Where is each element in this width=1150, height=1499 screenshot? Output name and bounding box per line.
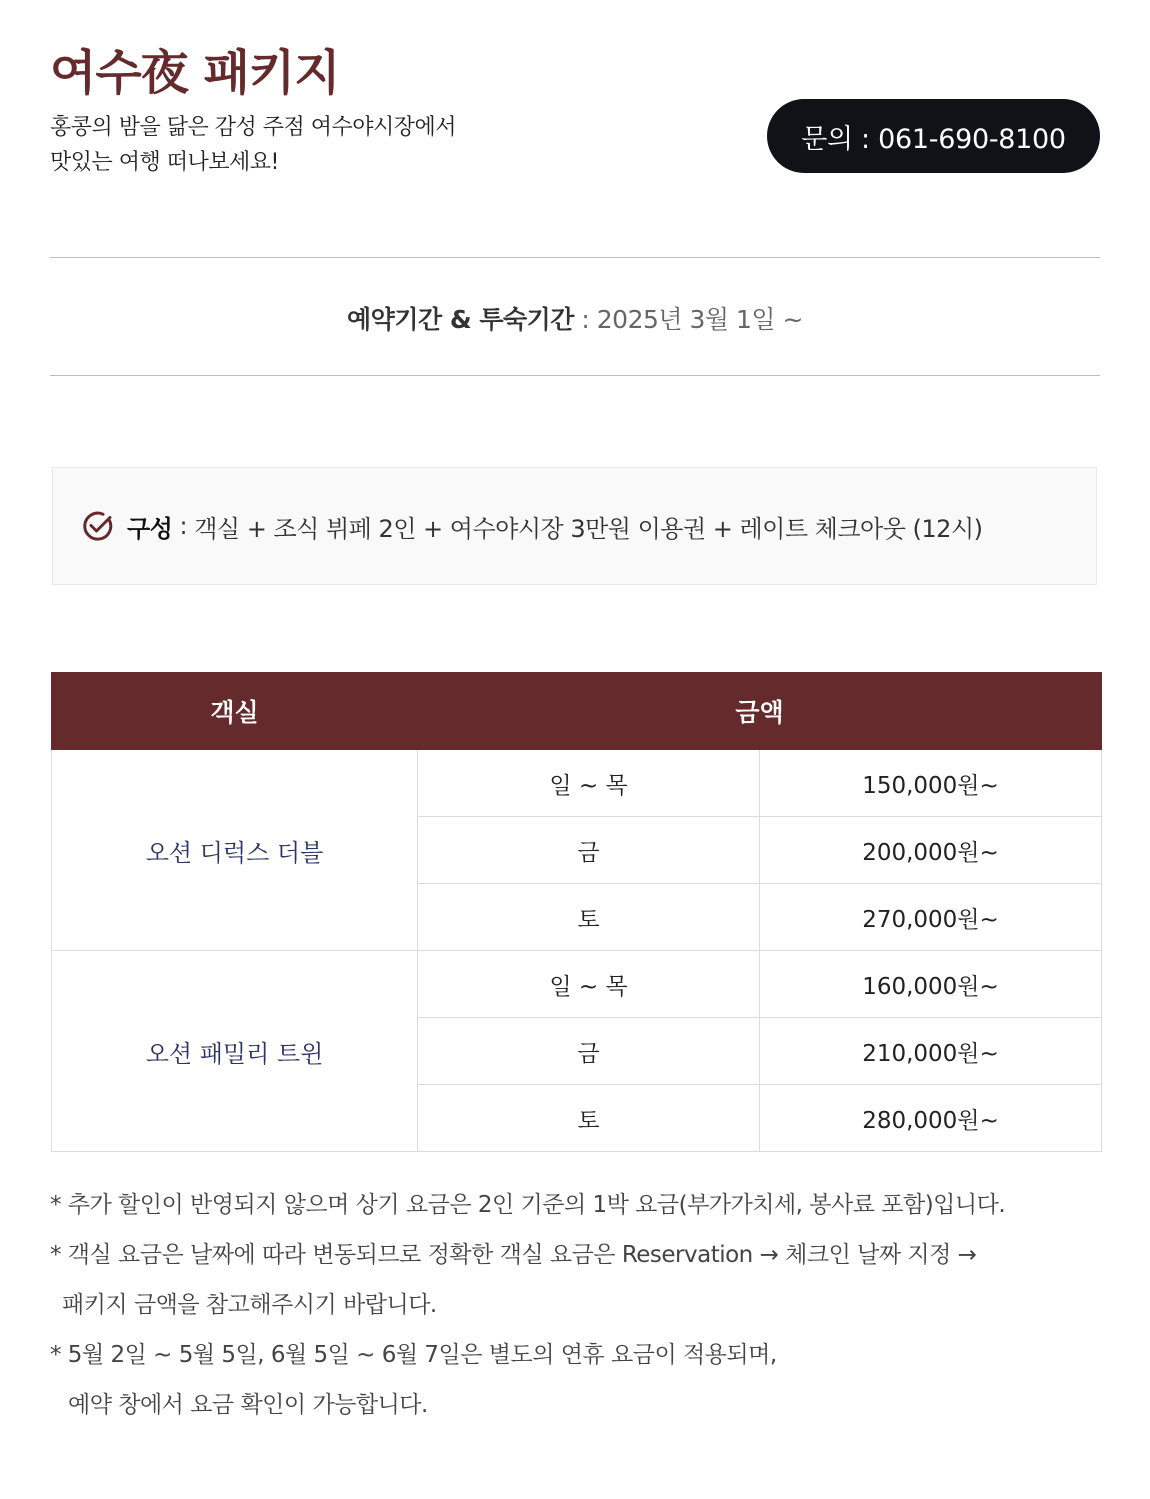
intro-text [50,110,650,180]
note-line: * 객실 요금은 날짜에 따라 변동되므로 정확한 객실 요금은 Reservation → 체크인 날짜 지정 → [50,1242,977,1268]
package-composition [52,467,1097,585]
intro-line-2: 맛있는 여행 떠나보세요! [50,150,279,175]
check-circle-icon [81,509,115,543]
day-range: 토 [418,1085,760,1152]
booking-period-separator: : [573,305,597,334]
header-price: 금액 [418,673,1102,750]
day-range: 일 ~ 목 [418,750,760,817]
intro-line-1: 홍콩의 밤을 닮은 감성 주점 여수야시장에서 [50,115,457,140]
rate-table [51,672,1102,1152]
day-range: 금 [418,817,760,884]
booking-period-label: 예약기간 & 투숙기간 [347,305,574,334]
rate-table-header [52,673,1102,750]
room-name: 오션 패밀리 트윈 [52,951,418,1152]
price: 280,000원~ [760,1085,1102,1152]
day-range: 일 ~ 목 [418,951,760,1018]
day-range: 금 [418,1018,760,1085]
booking-period [50,300,1100,336]
composition-value: 객실 + 조식 뷔페 2인 + 여수야시장 3만원 이용권 + 레이트 체크아웃 (12시) [194,514,983,543]
composition-label: 구성 [127,514,173,543]
room-name: 오션 디럭스 더블 [52,750,418,951]
note-line: 예약 창에서 요금 확인이 가능합니다. [68,1392,428,1418]
price: 160,000원~ [760,951,1102,1018]
price: 200,000원~ [760,817,1102,884]
divider-bottom [50,375,1100,376]
table-row [52,750,1102,817]
price: 210,000원~ [760,1018,1102,1085]
contact-phone-button[interactable]: 문의 : 061-690-8100 [767,99,1100,173]
price: 270,000원~ [760,884,1102,951]
page-title: 여수夜 패키지 [50,45,340,101]
price: 150,000원~ [760,750,1102,817]
table-row [52,951,1102,1018]
day-range: 토 [418,884,760,951]
note-line: * 5월 2일 ~ 5월 5일, 6월 5일 ~ 6월 7일은 별도의 연휴 요금이 적용되며, [50,1342,777,1368]
notes [50,1180,1110,1430]
divider-top [50,257,1100,258]
header-room: 객실 [52,673,418,750]
composition-separator: : [172,512,195,540]
note-line: 패키지 금액을 참고해주시기 바랍니다. [62,1292,437,1318]
note-line: * 추가 할인이 반영되지 않으며 상기 요금은 2인 기준의 1박 요금(부가가치세, 봉사료 포함)입니다. [50,1192,1006,1218]
booking-period-value: 2025년 3월 1일 ~ [596,305,803,334]
